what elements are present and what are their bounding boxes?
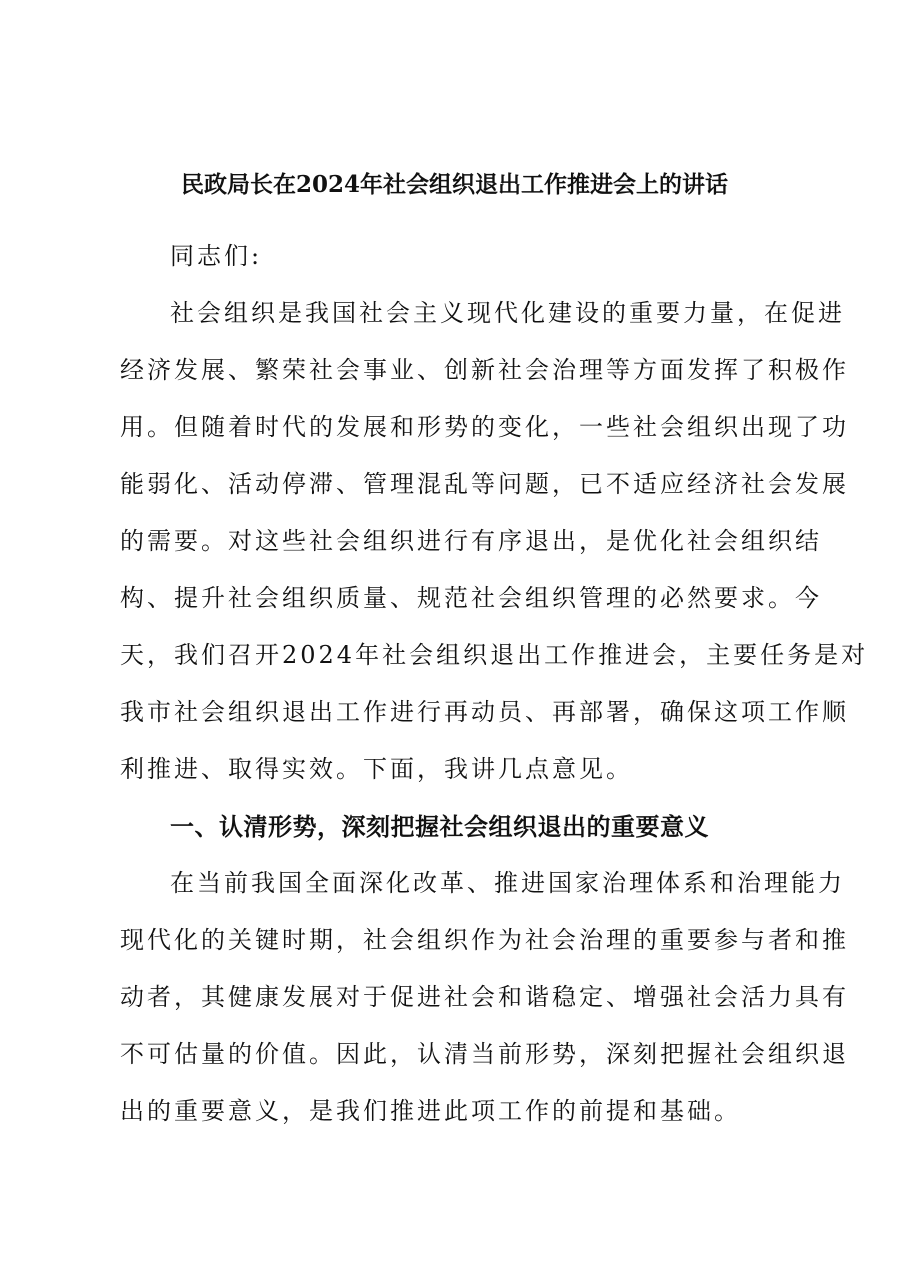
paragraph-section1: [120, 855, 849, 1140]
paragraph-line: 构、提升社会组织质量、规范社会组织管理的必然要求。今: [120, 584, 822, 612]
paragraph-line: 社会组织是我国社会主义现代化建设的重要力量，在促进: [170, 299, 845, 327]
paragraph-line: 经济发展、繁荣社会事业、创新社会治理等方面发挥了积极作: [120, 356, 849, 384]
paragraph-intro: [120, 285, 869, 798]
paragraph-line: 现代化的关键时期，社会组织作为社会治理的重要参与者和推: [120, 926, 849, 954]
paragraph-line: 利推进、取得实效。下面，我讲几点意见。: [120, 755, 633, 783]
paragraph-line: 能弱化、活动停滞、管理混乱等问题，已不适应经济社会发展: [120, 470, 849, 498]
salutation: 同志们:: [170, 242, 263, 270]
paragraph-line: 动者，其健康发展对于促进社会和谐稳定、增强社会活力具有: [120, 983, 849, 1011]
paragraph-line: 用。但随着时代的发展和形势的变化，一些社会组织出现了功: [120, 413, 849, 441]
paragraph-line: 不可估量的价值。因此，认清当前形势，深刻把握社会组织退: [120, 1040, 849, 1068]
document-title: 民政局长在2024年社会组织退出工作推进会上的讲话: [180, 171, 728, 198]
paragraph-line: 出的重要意义，是我们推进此项工作的前提和基础。: [120, 1097, 741, 1125]
paragraph-line: 在当前我国全面深化改革、推进国家治理体系和治理能力: [170, 869, 845, 897]
paragraph-line: 天，我们召开2024年社会组织退出工作推进会，主要任务是对: [120, 641, 869, 669]
paragraph-line: 我市社会组织退出工作进行再动员、再部署，确保这项工作顺: [120, 698, 849, 726]
paragraph-line: 的需要。对这些社会组织进行有序退出，是优化社会组织结: [120, 527, 822, 555]
section-heading: 一、认清形势，深刻把握社会组织退出的重要意义: [170, 812, 709, 841]
section-heading-1-block: [120, 798, 800, 855]
